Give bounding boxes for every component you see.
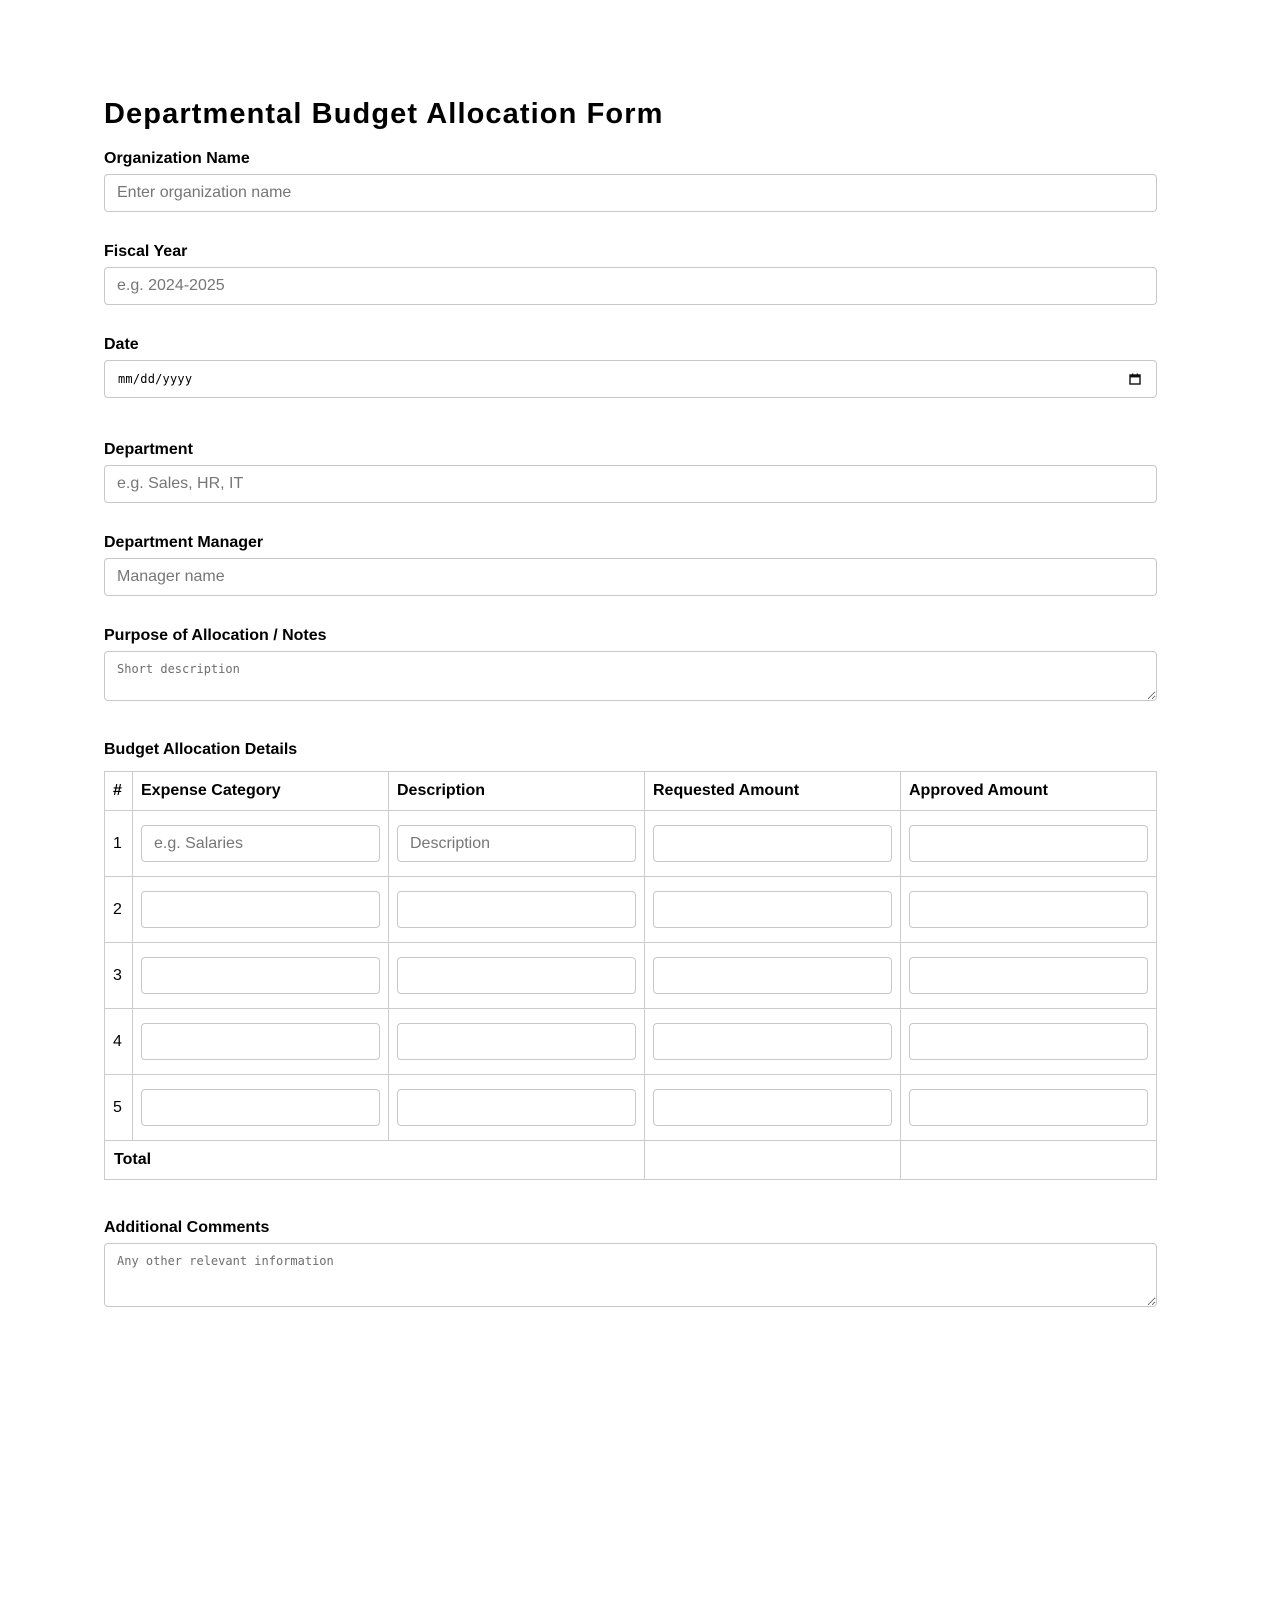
expense-category-input[interactable] (141, 957, 380, 994)
fiscal-year-input[interactable] (104, 267, 1157, 305)
total-approved-amount (901, 1141, 1157, 1180)
header-approved-amount: Approved Amount (901, 772, 1157, 811)
organization-field (104, 149, 1157, 212)
description-input[interactable] (397, 825, 636, 862)
header-expense-category: Expense Category (133, 772, 389, 811)
date-format-text: mm/dd/yyyy (118, 372, 193, 386)
header-requested-amount: Requested Amount (645, 772, 901, 811)
description-input[interactable] (397, 957, 636, 994)
requested-amount-input[interactable] (653, 1023, 892, 1060)
page-title: Departmental Budget Allocation Form (104, 98, 664, 130)
manager-field (104, 533, 1157, 596)
approved-amount-input[interactable] (909, 1023, 1148, 1060)
description-input[interactable] (397, 1023, 636, 1060)
header-number: # (105, 772, 133, 811)
approved-amount-input[interactable] (909, 1089, 1148, 1126)
expense-category-input[interactable] (141, 1089, 380, 1126)
table-row (105, 1075, 1157, 1141)
row-number: 1 (105, 811, 133, 877)
row-number: 5 (105, 1075, 133, 1141)
department-field (104, 440, 1157, 503)
expense-category-input[interactable] (141, 891, 380, 928)
department-label: Department (104, 441, 193, 458)
expense-category-input[interactable] (141, 1023, 380, 1060)
description-input[interactable] (397, 1089, 636, 1126)
manager-label: Department Manager (104, 534, 264, 551)
table-row (105, 877, 1157, 943)
requested-amount-input[interactable] (653, 891, 892, 928)
approved-amount-input[interactable] (909, 825, 1148, 862)
comments-label: Additional Comments (104, 1219, 270, 1236)
row-number: 4 (105, 1009, 133, 1075)
table-header-row (105, 772, 1157, 811)
budget-table (104, 771, 1157, 1180)
description-input[interactable] (397, 891, 636, 928)
budget-form (104, 96, 1157, 1307)
organization-label: Organization Name (104, 150, 250, 167)
date-input[interactable] (104, 360, 1157, 398)
expense-category-input[interactable] (141, 825, 380, 862)
fiscal-year-field (104, 242, 1157, 305)
purpose-textarea[interactable] (104, 651, 1157, 701)
requested-amount-input[interactable] (653, 957, 892, 994)
total-requested-amount (645, 1141, 901, 1180)
calendar-icon[interactable] (1129, 373, 1141, 385)
purpose-field (104, 626, 1157, 701)
row-number: 3 (105, 943, 133, 1009)
department-input[interactable] (104, 465, 1157, 503)
approved-amount-input[interactable] (909, 891, 1148, 928)
fiscal-year-label: Fiscal Year (104, 243, 188, 260)
table-row (105, 1009, 1157, 1075)
requested-amount-input[interactable] (653, 825, 892, 862)
date-label: Date (104, 336, 139, 353)
total-row (105, 1141, 1157, 1180)
approved-amount-input[interactable] (909, 957, 1148, 994)
budget-section-title: Budget Allocation Details (104, 741, 298, 758)
comments-field (104, 1218, 1157, 1307)
header-description: Description (389, 772, 645, 811)
row-number: 2 (105, 877, 133, 943)
requested-amount-input[interactable] (653, 1089, 892, 1126)
date-field (104, 335, 1157, 398)
manager-input[interactable] (104, 558, 1157, 596)
table-row (105, 943, 1157, 1009)
comments-textarea[interactable] (104, 1243, 1157, 1307)
organization-input[interactable] (104, 174, 1157, 212)
total-label: Total (105, 1141, 645, 1180)
table-row (105, 811, 1157, 877)
purpose-label: Purpose of Allocation / Notes (104, 627, 327, 644)
